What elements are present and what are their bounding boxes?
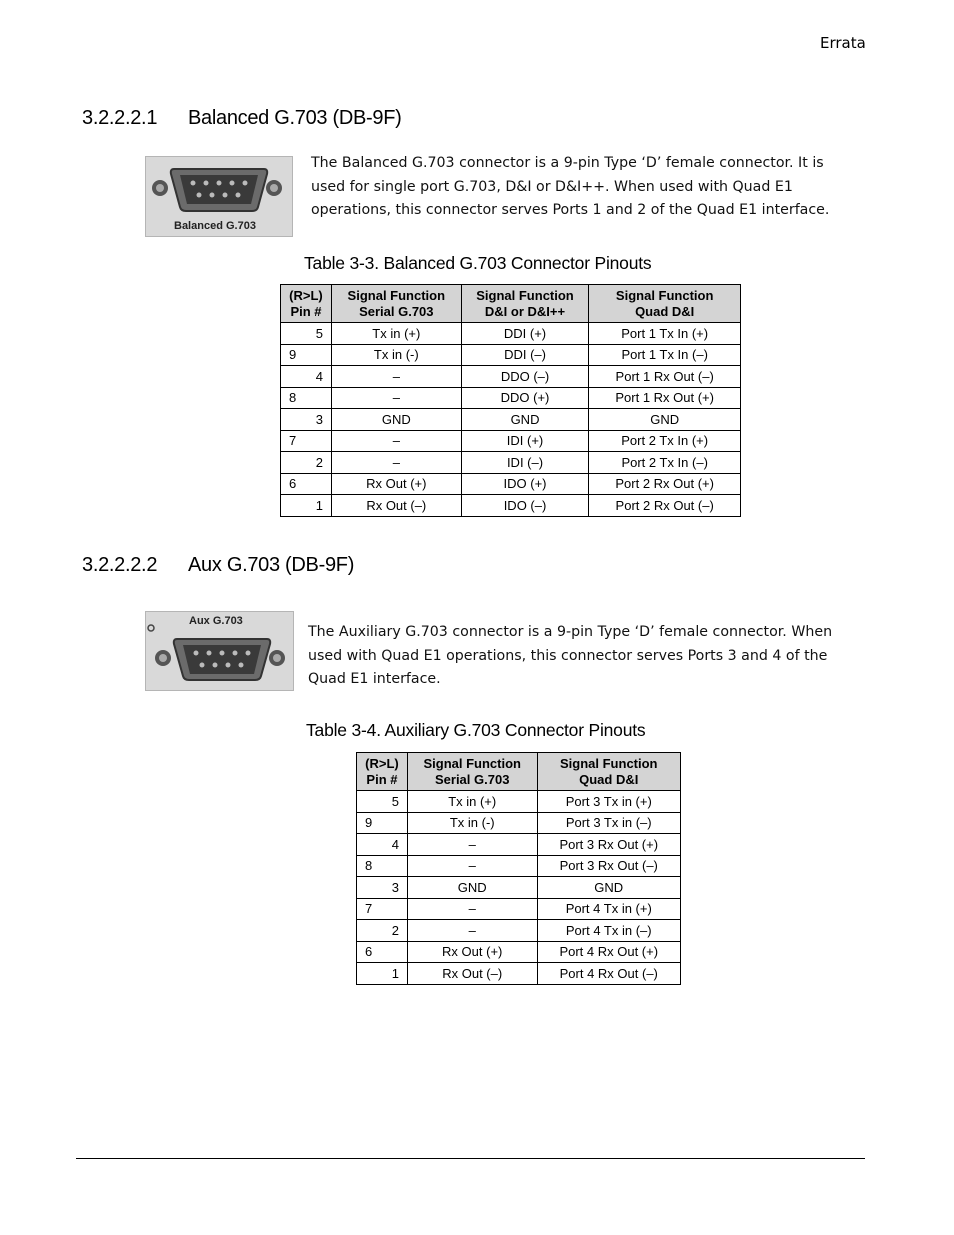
table-cell: 7 — [281, 430, 332, 452]
table-cell: DDI (+) — [461, 323, 589, 345]
table-cell: 1 — [281, 495, 332, 517]
table-row — [281, 387, 741, 409]
table-cell: Port 3 Tx in (+) — [537, 791, 681, 813]
table-cell: 9 — [281, 344, 332, 366]
table-row — [357, 898, 681, 920]
table-row — [281, 473, 741, 495]
section2-paragraph — [308, 621, 878, 692]
table-cell: 5 — [357, 791, 408, 813]
column-header — [281, 285, 332, 323]
table-row — [357, 791, 681, 813]
table-row — [357, 941, 681, 963]
table-cell: 3 — [281, 409, 332, 431]
table-row — [281, 323, 741, 345]
section1-paragraph — [311, 152, 871, 223]
table-cell: – — [331, 430, 461, 452]
table-cell: – — [331, 452, 461, 474]
table-cell: GND — [537, 877, 681, 899]
table-cell: – — [331, 387, 461, 409]
column-header-line: Serial G.703 — [359, 303, 434, 319]
table-cell: – — [407, 898, 537, 920]
column-header-line: Signal Function — [560, 755, 658, 771]
table-row — [281, 430, 741, 452]
table-caption: Table 3-4. Auxiliary G.703 Connector Pinouts — [306, 720, 646, 740]
column-header-line: (R>L) — [289, 287, 323, 303]
table-row — [281, 344, 741, 366]
table-cell: DDI (–) — [461, 344, 589, 366]
table-cell: 6 — [357, 941, 408, 963]
aux-pinout-table — [356, 752, 681, 985]
table-cell: IDI (+) — [461, 430, 589, 452]
table-cell: 6 — [281, 473, 332, 495]
column-header-line: Signal Function — [347, 287, 446, 303]
table-row — [357, 877, 681, 899]
table-cell: GND — [461, 409, 589, 431]
section-title: Aux G.703 (DB-9F) — [188, 554, 355, 576]
paragraph-line: The Balanced G.703 connector is a 9-pin Type ‘D’ female connector. It is — [311, 155, 824, 171]
table-row — [357, 855, 681, 877]
table-cell: Tx in (-) — [407, 812, 537, 834]
column-header — [357, 753, 408, 791]
column-header — [407, 753, 537, 791]
table-cell: Port 3 Rx Out (+) — [537, 834, 681, 856]
table-row — [281, 452, 741, 474]
table-cell: Rx Out (–) — [407, 963, 537, 985]
table-cell: Port 2 Tx In (–) — [589, 452, 741, 474]
column-header — [537, 753, 681, 791]
table-cell: Tx in (+) — [331, 323, 461, 345]
photo-label: Balanced G.703 — [174, 220, 256, 232]
column-header — [461, 285, 589, 323]
table-cell: 8 — [281, 387, 332, 409]
table-cell: IDO (–) — [461, 495, 589, 517]
table-cell: – — [407, 920, 537, 942]
column-header-line: Serial G.703 — [434, 771, 510, 787]
table-cell: Port 3 Tx in (–) — [537, 812, 681, 834]
column-header-line: Signal Function — [476, 287, 574, 303]
header-tag: Errata — [820, 34, 866, 52]
table-cell: – — [331, 366, 461, 388]
column-header-line: (R>L) — [365, 755, 399, 771]
table-cell: Rx Out (+) — [407, 941, 537, 963]
table-cell: Rx Out (+) — [331, 473, 461, 495]
table-cell: 1 — [357, 963, 408, 985]
balanced-connector-photo — [145, 156, 293, 237]
table-cell: DDO (+) — [461, 387, 589, 409]
column-header-line: Signal Function — [423, 755, 521, 771]
table-cell: 7 — [357, 898, 408, 920]
paragraph-line: used for single port G.703, D&I or D&I++. When used with Quad E1 — [311, 178, 793, 195]
table-cell: Rx Out (–) — [331, 495, 461, 517]
photo-label: Aux G.703 — [189, 615, 243, 627]
table-cell: 2 — [281, 452, 332, 474]
table-header-row — [357, 753, 681, 791]
table-cell: Port 4 Tx in (–) — [537, 920, 681, 942]
table-caption: Table 3-3. Balanced G.703 Connector Pinouts — [304, 253, 652, 273]
column-header-line: Quad D&I — [635, 303, 695, 319]
section-title: Balanced G.703 (DB-9F) — [188, 107, 402, 129]
section-heading-aux — [82, 554, 354, 577]
table-cell: 8 — [357, 855, 408, 877]
paragraph-line: Quad E1 interface. — [308, 671, 441, 687]
table-cell: 5 — [281, 323, 332, 345]
table-row — [357, 920, 681, 942]
table-row — [281, 495, 741, 517]
table-cell: 2 — [357, 920, 408, 942]
table-row — [357, 834, 681, 856]
table-cell: Port 2 Rx Out (+) — [589, 473, 741, 495]
table-cell: Port 1 Rx Out (–) — [589, 366, 741, 388]
table-cell: Port 1 Tx In (–) — [589, 344, 741, 366]
table-cell: – — [407, 834, 537, 856]
table-cell: 3 — [357, 877, 408, 899]
column-header — [589, 285, 741, 323]
table-cell: Port 2 Tx In (+) — [589, 430, 741, 452]
column-header — [331, 285, 461, 323]
table-cell: Port 4 Rx Out (+) — [537, 941, 681, 963]
table-row — [357, 963, 681, 985]
table-cell: IDI (–) — [461, 452, 589, 474]
table-cell: 9 — [357, 812, 408, 834]
section-number: 3.2.2.2.1 — [82, 107, 158, 129]
table-cell: Port 1 Tx In (+) — [589, 323, 741, 345]
table-cell: DDO (–) — [461, 366, 589, 388]
table-cell: Port 4 Tx in (+) — [537, 898, 681, 920]
table-cell: – — [407, 855, 537, 877]
table-row — [281, 409, 741, 431]
table-cell: GND — [589, 409, 741, 431]
column-header-line: Signal Function — [615, 287, 714, 303]
table-cell: Port 2 Rx Out (–) — [589, 495, 741, 517]
paragraph-line: The Auxiliary G.703 connector is a 9-pin Type ‘D’ female connector. When — [308, 624, 833, 640]
column-header-line: Quad D&I — [579, 771, 639, 787]
table-cell: 4 — [357, 834, 408, 856]
column-header-line: D&I or D&I++ — [484, 303, 566, 319]
table-cell: Port 1 Rx Out (+) — [589, 387, 741, 409]
table-cell: Tx in (-) — [331, 344, 461, 366]
balanced-pinout-table — [280, 284, 741, 517]
table-cell: Port 4 Rx Out (–) — [537, 963, 681, 985]
column-header-line: Pin # — [290, 303, 322, 319]
table-row — [357, 812, 681, 834]
aux-connector-photo — [145, 611, 294, 691]
table-row — [281, 366, 741, 388]
table-cell: GND — [407, 877, 537, 899]
table-cell: 4 — [281, 366, 332, 388]
table-header-row — [281, 285, 741, 323]
section-heading-balanced — [82, 107, 402, 130]
section-number: 3.2.2.2.2 — [82, 554, 158, 576]
table-cell: Port 3 Rx Out (–) — [537, 855, 681, 877]
table-cell: IDO (+) — [461, 473, 589, 495]
column-header-line: Pin # — [366, 771, 398, 787]
table-cell: Tx in (+) — [407, 791, 537, 813]
table-cell: GND — [331, 409, 461, 431]
footer-divider — [76, 1158, 865, 1159]
paragraph-line: used with Quad E1 operations, this connector serves Ports 3 and 4 of the — [308, 647, 828, 664]
paragraph-line: operations, this connector serves Ports 1 and 2 of the Quad E1 interface. — [311, 202, 830, 218]
